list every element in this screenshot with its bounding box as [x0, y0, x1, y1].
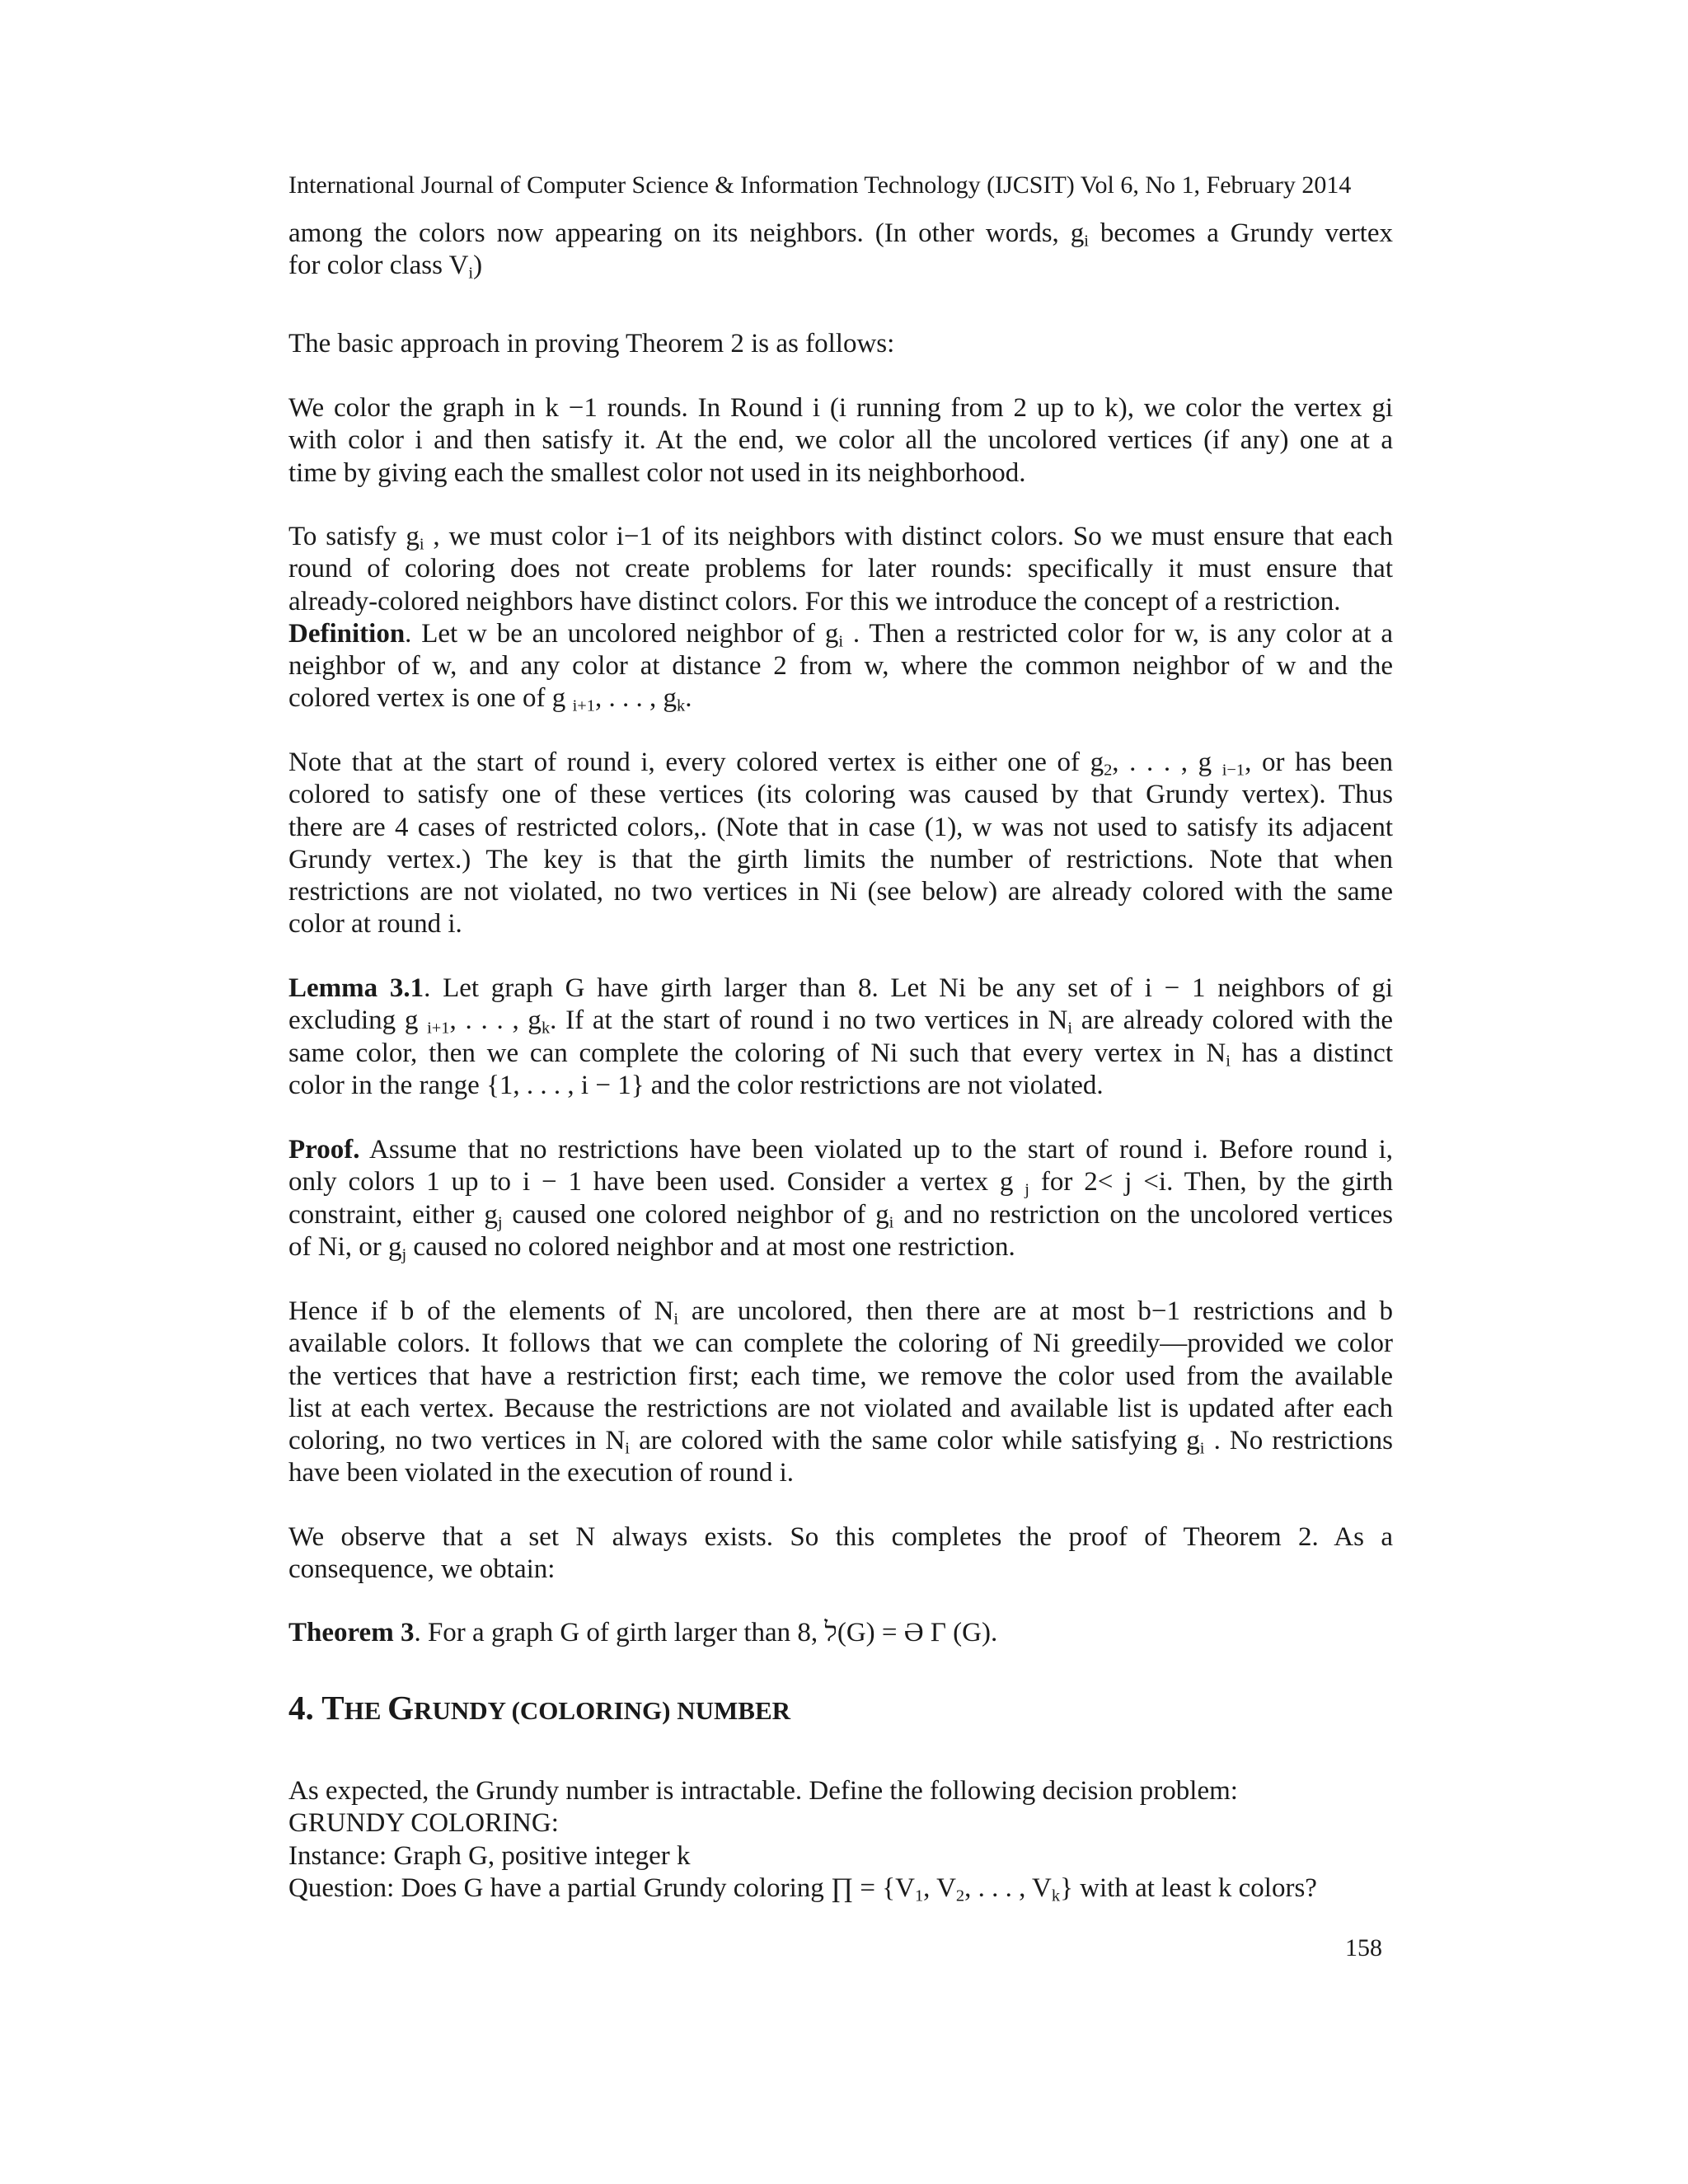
paragraph-restricted-colors: Note that at the start of round i, every colored vertex is either one of $g_2$, . . . , g $_{i-1}$, or has been colored to satisfy one of these vertices (its coloring was caused by that Grundy vertex). Thus there are 4 cases of restricted colors,. (Note that in case (1), w was not used to satisfy its adjacent Grundy vertex.) The key is that the girth limits the number of restrictions. Note that when restrictions are not violated, no two vertices in Ni (see below) are already colored with the same color at round i. — [288, 748, 1393, 940]
lemma-3-1: Lemma 3.1. Let graph G have girth larger than 8. Let Ni be any set of i − 1 neighbors of gi excluding g $_{i+1}$, . . . , $g_k$. If at the start of round i no two vertices in $N_i$ are already colored with the same color, then we can complete the coloring of Ni such that every vertex in $N_i$ has a distinct color in the range {1, . . . , i − 1} and the color restrictions are not violated. — [288, 973, 1393, 1100]
proof-label: Proof. — [288, 1135, 360, 1165]
running-header: International Journal of Computer Science & Information Technology (IJCSIT) Vol 6, No 1, February 2014 — [288, 171, 1352, 199]
paragraph-decision-problem: As expected, the Grundy number is intractable. Define the following decision problem: GRUNDY COLORING: Instance: Graph G, positive integer k Question: Does G have a partial Grundy coloring ∏ = {$V_1$, $V_2$, . . . , $V_k$} with at least k colors? — [288, 1776, 1317, 1905]
theorem-3: Theorem 3. For a graph G of girth larger than 8, ל(G) = Ə Γ (G). — [288, 1618, 998, 1647]
section-heading: 4. THE GRUNDY (COLORING) NUMBER — [288, 1689, 791, 1727]
paragraph-rounds: We color the graph in k −1 rounds. In Round i (i running from 2 up to k), we color the vertex gi with color i and then satisfy it. At the end, we color all the uncolored vertices (if any) one at a time by giving each the smallest color not used in its neighborhood. — [288, 393, 1393, 488]
definition-label: Definition — [288, 618, 406, 649]
paragraph-definition: To satisfy $g_i$ , we must color i−1 of its neighbors with distinct colors. So we must ensure that each round of coloring does not create problems for later rounds: specifically it must ensure that already-colored neighbors have distinct colors. For this we introduce the concept of a restriction. Definition. Let w be an uncolored neighbor of $g_i$ . Then a restricted color for w, is any color at a neighbor of w, and any color at distance 2 from w, where the common neighbor of w and the colored vertex is one of g $_{i+1}$, . . . , $g_k$. — [288, 522, 1393, 716]
paragraph-greedy: Hence if b of the elements of $N_i$ are uncolored, then there are at most b−1 restrictions and b available colors. It follows that we can complete the coloring of Ni greedily—provided we color the vertices that have a restriction first; each time, we remove the color used from the available list at each vertex. Because the restrictions are not violated and available list is updated after each coloring, no two vertices in $N_i$ are colored with the same color while satisfying $g_i$ . No restrictions have been violated in the execution of round i. — [288, 1296, 1393, 1488]
page-number: 158 — [1345, 1934, 1382, 1961]
paragraph-conclusion: We observe that a set N always exists. So this completes the proof of Theorem 2. As a consequence, we obtain: — [288, 1522, 1393, 1585]
proof: Proof. Assume that no restrictions have been violated up to the start of round i. Before round i, only colors 1 up to i − 1 have been used. Consider a vertex g $_j$ for 2< j <i. Then, by the girth constraint, either $g_j$ caused one colored neighbor of $g_i$ and no restriction on the uncolored vertices of Ni, or $g_j$ caused no colored neighbor and at most one restriction. — [288, 1135, 1393, 1264]
lemma-label: Lemma 3.1 — [288, 973, 424, 1003]
paragraph-grundy-vertex: among the colors now appearing on its neighbors. (In other words, $g_i$ becomes a Grundy vertex for color class $V_i$) — [288, 218, 1393, 284]
paragraph-basic-approach: The basic approach in proving Theorem 2 is as follows: — [288, 329, 895, 359]
theorem-label: Theorem 3 — [288, 1618, 415, 1647]
